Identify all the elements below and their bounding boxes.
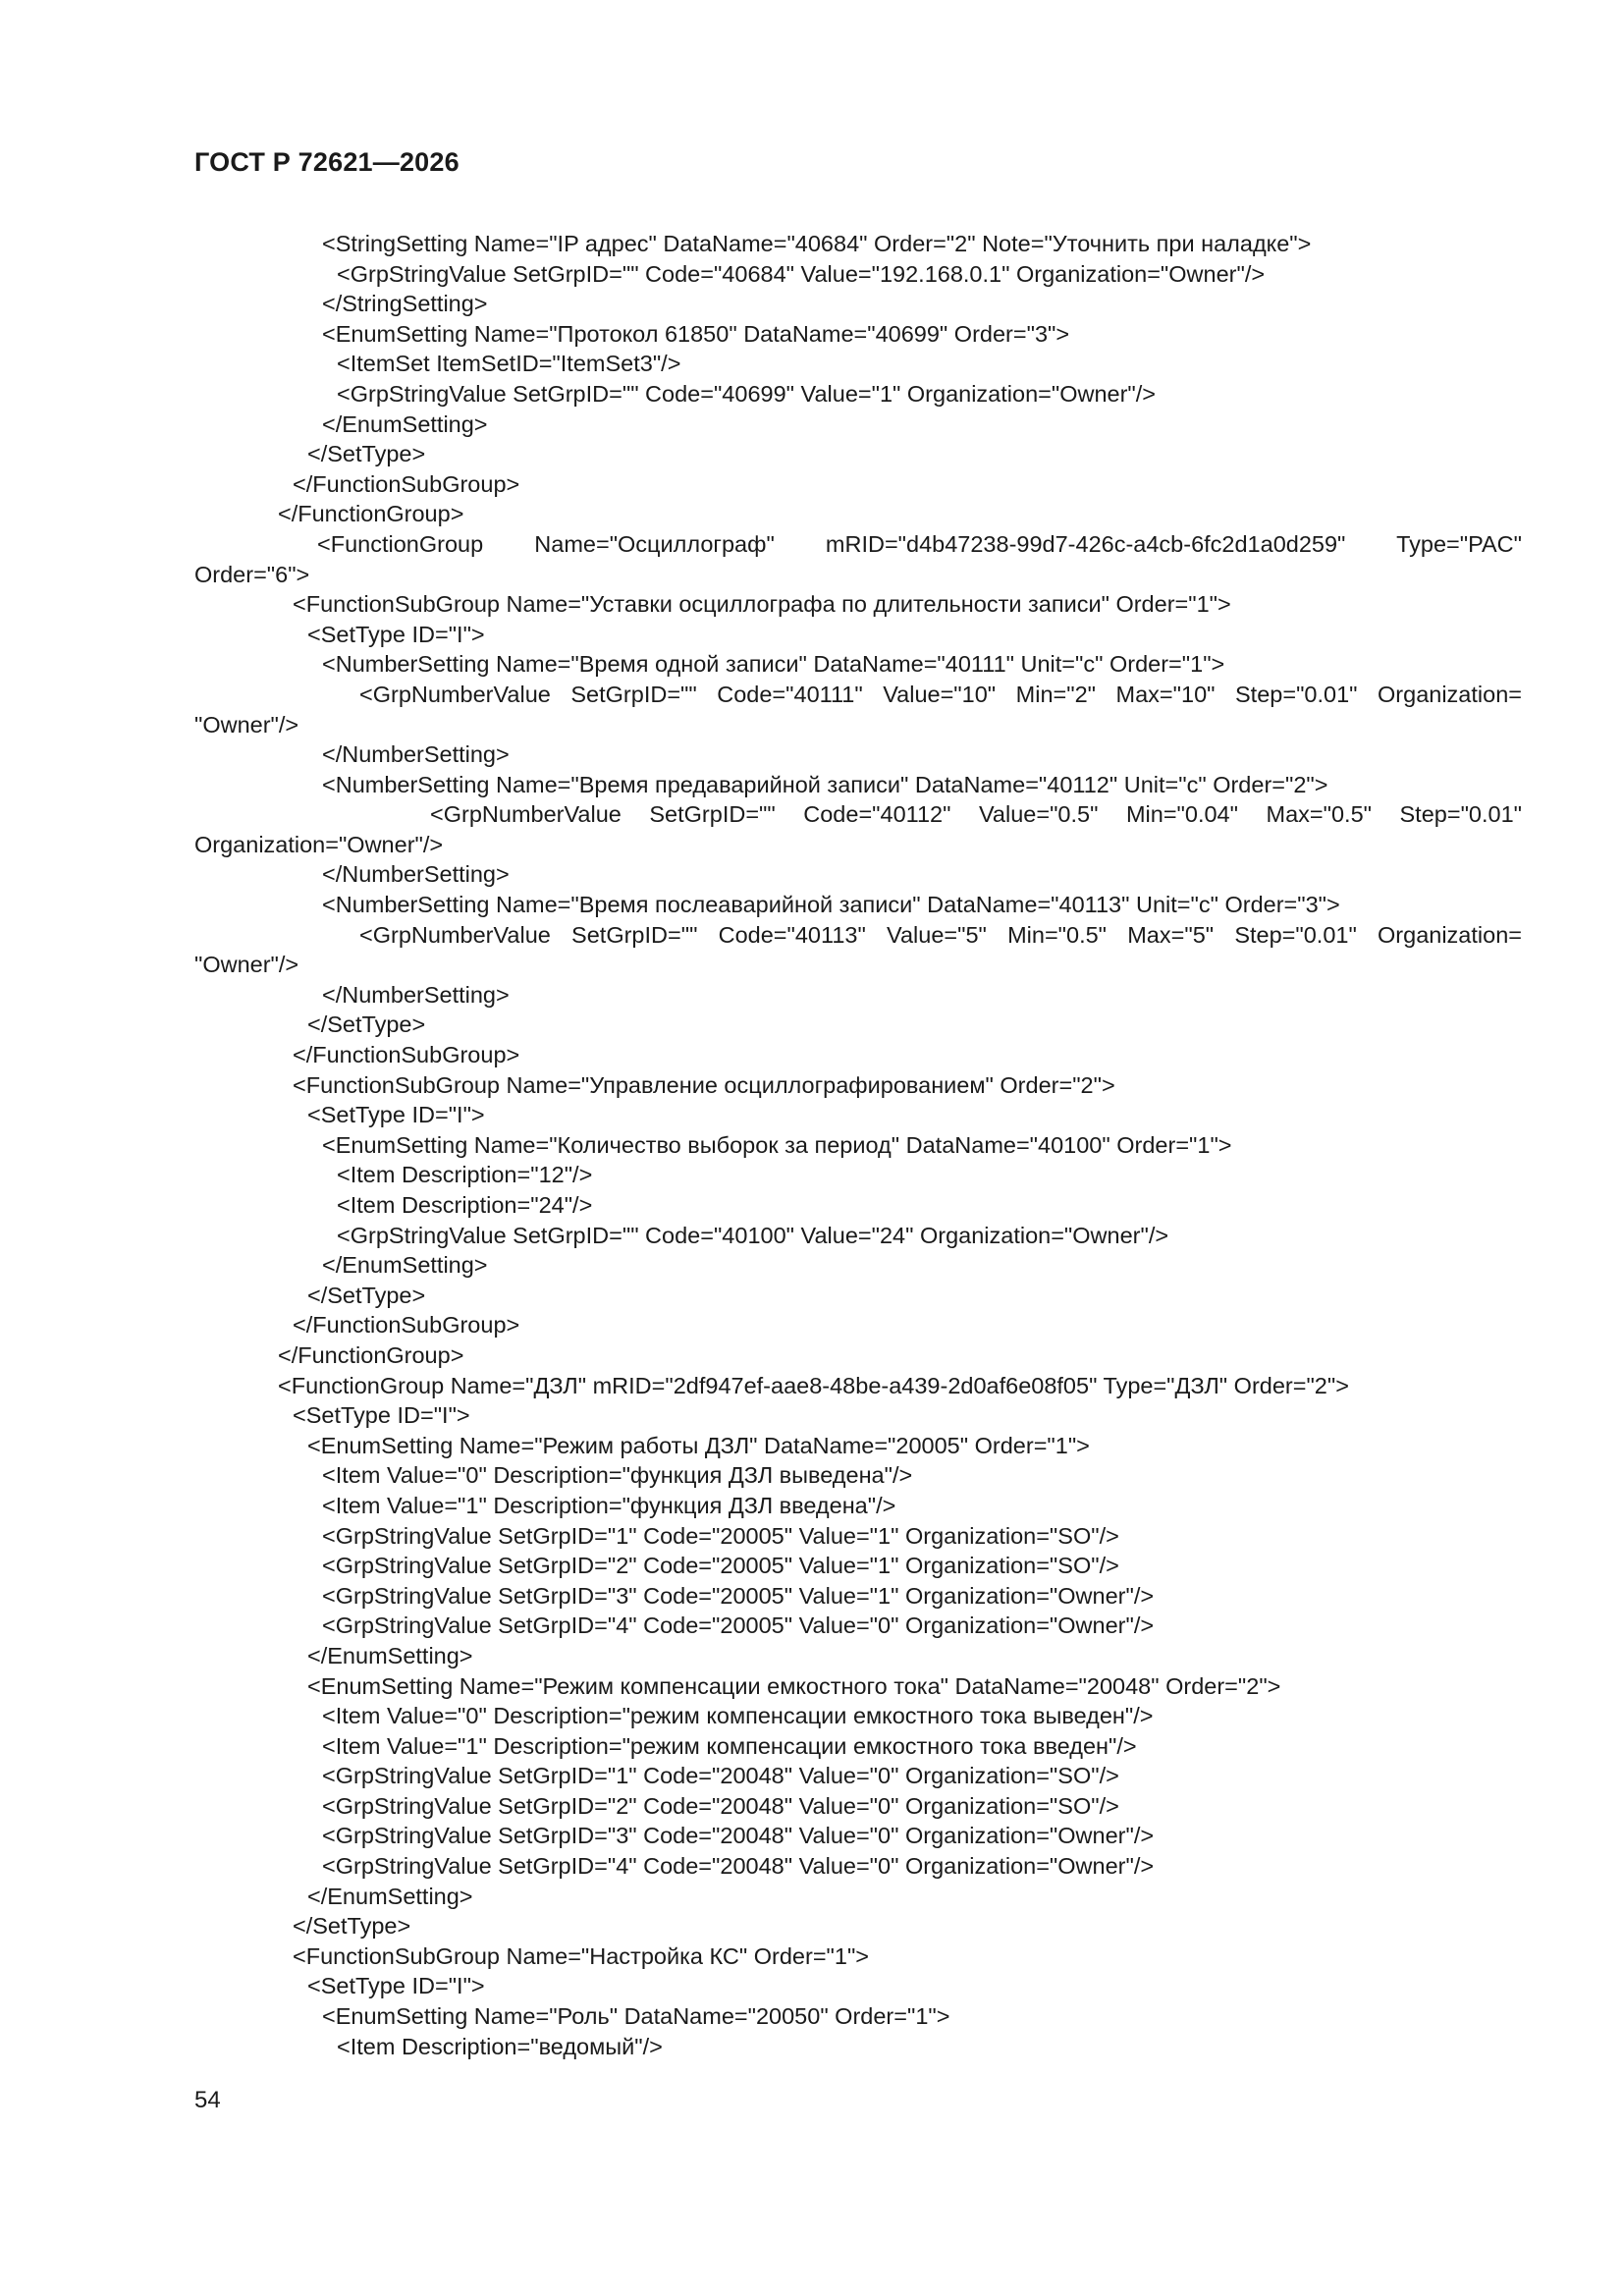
code-line: </FunctionGroup> bbox=[278, 1341, 464, 1368]
code-line: <Item Description="24"/> bbox=[337, 1192, 593, 1218]
code-line: <StringSetting Name="IP адрес" DataName="40684" Order="2" Note="Уточнить при наладке"> bbox=[322, 231, 1312, 256]
code-line: </EnumSetting> bbox=[322, 410, 488, 437]
code-line: <GrpNumberValue SetGrpID="" Code="40112" Value="0.5" Min="0.04" Max="0.5" Step="0.01" bbox=[430, 801, 1522, 828]
code-line: </StringSetting> bbox=[322, 291, 488, 317]
code-line: </FunctionSubGroup> bbox=[293, 1312, 520, 1339]
code-line: </FunctionSubGroup> bbox=[293, 470, 520, 497]
code-line: </EnumSetting> bbox=[307, 1642, 473, 1668]
code-line: </SetType> bbox=[307, 441, 426, 467]
code-line: <FunctionSubGroup Name="Настройка КС" Order="1"> bbox=[293, 1942, 870, 1969]
document-header: ГОСТ Р 72621—2026 bbox=[194, 147, 460, 177]
code-line: <GrpStringValue SetGrpID="" Code="40684" Value="192.168.0.1" Organization="Owner"/> bbox=[337, 260, 1266, 287]
code-line: <GrpStringValue SetGrpID="1" Code="20005" Value="1" Organization="SO"/> bbox=[322, 1522, 1119, 1549]
code-line: <EnumSetting Name="Режим компенсации емкостного тока" DataName="20048" Order="2"> bbox=[307, 1672, 1281, 1699]
code-line: <Item Description="ведомый"/> bbox=[337, 2033, 663, 2059]
code-line: <SetType ID="I"> bbox=[307, 621, 485, 647]
code-line: </NumberSetting> bbox=[322, 861, 510, 888]
code-line: <NumberSetting Name="Время послеаварийной записи" DataName="40113" Unit="c" Order="3"> bbox=[322, 892, 1340, 918]
code-line: </NumberSetting> bbox=[322, 741, 510, 768]
xml-listing bbox=[194, 229, 1522, 2061]
code-line: <FunctionSubGroup Name="Управление осциллографированием" Order="2"> bbox=[293, 1071, 1115, 1098]
code-line: <EnumSetting Name="Роль" DataName="20050" Order="1"> bbox=[322, 2003, 950, 2030]
code-line: <Item Description="12"/> bbox=[337, 1162, 593, 1188]
code-line: <GrpStringValue SetGrpID="4" Code="20005" Value="0" Organization="Owner"/> bbox=[322, 1613, 1155, 1639]
code-line: <NumberSetting Name="Время одной записи" DataName="40111" Unit="c" Order="1"> bbox=[322, 651, 1225, 678]
code-line: <Item Value="0" Description="функция ДЗЛ выведена"/> bbox=[322, 1462, 913, 1489]
code-line: Order="6"> bbox=[194, 561, 310, 587]
code-line: "Owner"/> bbox=[194, 952, 299, 978]
code-line: <GrpStringValue SetGrpID="2" Code="20048" Value="0" Organization="SO"/> bbox=[322, 1792, 1119, 1819]
code-line: <EnumSetting Name="Протокол 61850" DataName="40699" Order="3"> bbox=[322, 320, 1070, 347]
page-number: 54 bbox=[194, 2087, 221, 2113]
code-line: <ItemSet ItemSetID="ItemSet3"/> bbox=[337, 351, 681, 377]
code-line: </FunctionSubGroup> bbox=[293, 1042, 520, 1068]
code-line: <SetType ID="I"> bbox=[307, 1102, 485, 1128]
code-line: <GrpStringValue SetGrpID="3" Code="20005" Value="1" Organization="Owner"/> bbox=[322, 1582, 1155, 1609]
code-line: <NumberSetting Name="Время предаварийной записи" DataName="40112" Unit="c" Order="2"> bbox=[322, 771, 1328, 797]
code-line: <Item Value="1" Description="функция ДЗЛ введена"/> bbox=[322, 1492, 896, 1518]
code-line: <EnumSetting Name="Количество выборок за период" DataName="40100" Order="1"> bbox=[322, 1131, 1232, 1158]
code-line: <Item Value="0" Description="режим компенсации емкостного тока выведен"/> bbox=[322, 1703, 1154, 1729]
code-line: <GrpStringValue SetGrpID="4" Code="20048" Value="0" Organization="Owner"/> bbox=[322, 1853, 1155, 1880]
code-line: </SetType> bbox=[293, 1913, 411, 1940]
code-line: <FunctionSubGroup Name="Уставки осциллографа по длительности записи" Order="1"> bbox=[293, 591, 1231, 618]
code-line: <GrpNumberValue SetGrpID="" Code="40111" Value="10" Min="2" Max="10" Step="0.01" Organization= bbox=[359, 681, 1522, 707]
code-line: Organization="Owner"/> bbox=[194, 831, 444, 857]
code-line: <GrpNumberValue SetGrpID="" Code="40113" Value="5" Min="0.5" Max="5" Step="0.01" Organization= bbox=[359, 921, 1522, 948]
code-line: "Owner"/> bbox=[194, 711, 299, 738]
code-line: <Item Value="1" Description="режим компенсации емкостного тока введен"/> bbox=[322, 1732, 1137, 1759]
code-line: <GrpStringValue SetGrpID="2" Code="20005" Value="1" Organization="SO"/> bbox=[322, 1553, 1119, 1579]
code-line: </SetType> bbox=[307, 1011, 426, 1038]
code-line: </EnumSetting> bbox=[307, 1883, 473, 1909]
code-line: <SetType ID="I"> bbox=[307, 1973, 485, 1999]
code-line: <EnumSetting Name="Режим работы ДЗЛ" DataName="20005" Order="1"> bbox=[307, 1432, 1090, 1458]
code-line: <GrpStringValue SetGrpID="" Code="40699" Value="1" Organization="Owner"/> bbox=[337, 380, 1157, 407]
code-line: <GrpStringValue SetGrpID="" Code="40100" Value="24" Organization="Owner"/> bbox=[337, 1222, 1169, 1248]
code-line: </SetType> bbox=[307, 1282, 426, 1308]
code-line: <FunctionGroup Name="ДЗЛ" mRID="2df947ef-aae8-48be-a439-2d0af6e08f05" Type="ДЗЛ" Order="2"> bbox=[278, 1372, 1349, 1398]
code-line: </NumberSetting> bbox=[322, 981, 510, 1008]
code-line: <GrpStringValue SetGrpID="1" Code="20048" Value="0" Organization="SO"/> bbox=[322, 1763, 1119, 1789]
code-line: </EnumSetting> bbox=[322, 1252, 488, 1279]
code-line: </FunctionGroup> bbox=[278, 501, 464, 527]
code-line: <SetType ID="I"> bbox=[293, 1402, 470, 1429]
code-line: <FunctionGroup Name="Осциллограф" mRID="d4b47238-99d7-426c-a4cb-6fc2d1a0d259" Type="PAC" bbox=[317, 530, 1522, 557]
code-line: <GrpStringValue SetGrpID="3" Code="20048" Value="0" Organization="Owner"/> bbox=[322, 1823, 1155, 1849]
